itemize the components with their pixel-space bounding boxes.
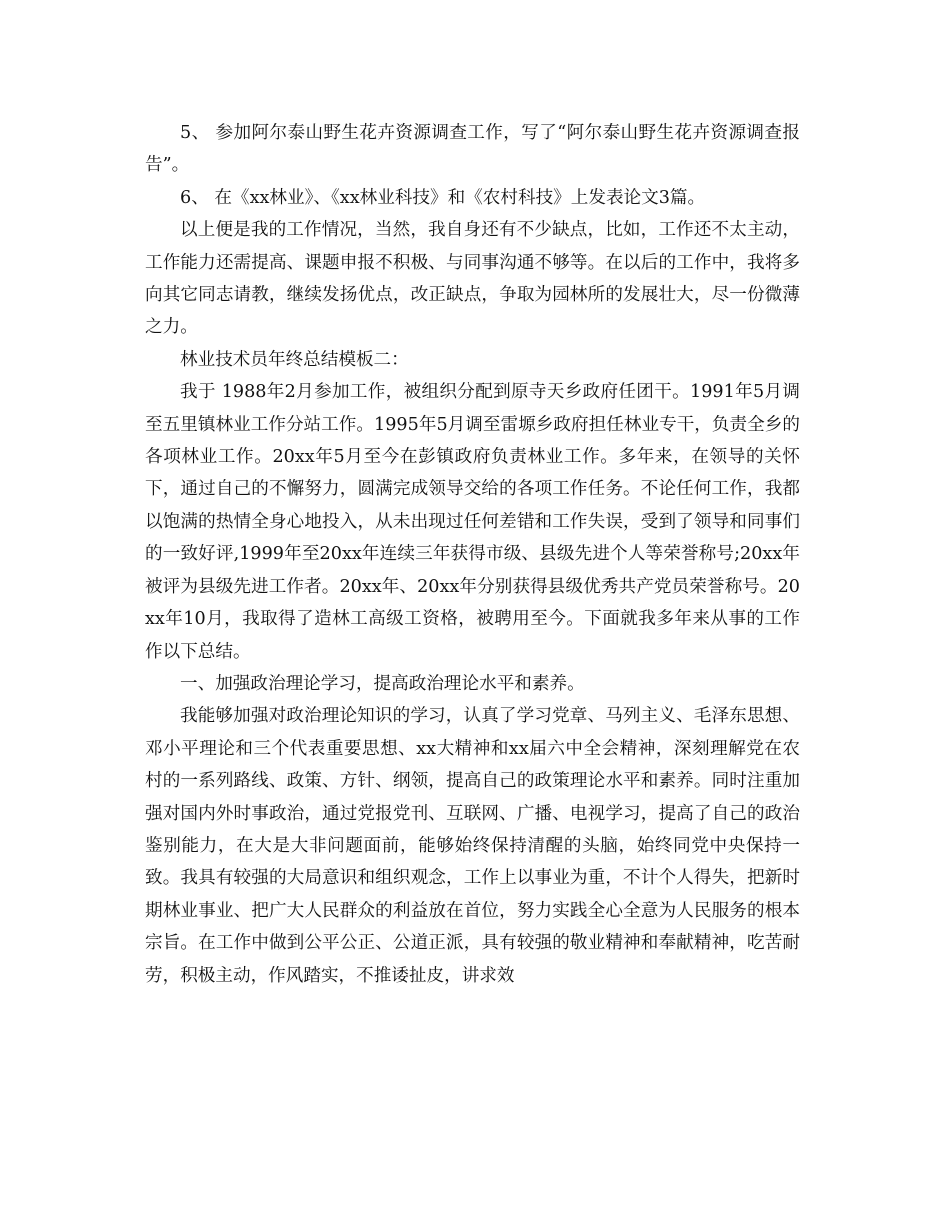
paragraph-item-5-herb-survey: 5、 参加阿尔泰山野生花卉资源调查工作，写了“阿尔泰山野生花卉资源调查报告”。 <box>145 123 800 176</box>
subheading-political-study: 一、加强政治理论学习，提高政治理论水平和素养。 <box>180 673 585 694</box>
paragraph-self-assessment: 以上便是我的工作情况，当然，我自身还有不少缺点，比如，工作还不太主动，工作能力还需提高、课题申报不积极、与同事沟通不够等。在以后的工作中，我将多向其它同志请教，继续发扬优点，改正缺点，争取为园林所的发展壮大，尽一份微薄之力。 <box>145 220 800 338</box>
section-heading-template-two: 林业技术员年终总结模板二： <box>180 349 409 370</box>
document-body <box>145 117 800 992</box>
paragraph-political-study: 我能够加强对政治理论知识的学习，认真了学习党章、马列主义、毛泽东思想、邓小平理论和三个代表重要思想、xx大精神和xx届六中全会精神，深刻理解党在农村的一系列路线、政策、方针、纲领，提高自己的政策理论水平和素养。同时注重加强对国内外时事政治，通过党报党刊、互联网、广播、电视学习，提高了自己的政治鉴别能力，在大是大非问题面前，能够始终保持清醒的头脑，始终同党中央保持一致。我具有较强的大局意识和组织观念，工作上以事业为重，不计个人得失，把新时期林业事业、把广大人民群众的利益放在首位，努力实践全心全意为人民服务的根本宗旨。在工作中做到公平公正、公道正派，具有较强的敬业精神和奉献精神，吃苦耐劳，积极主动，作风踏实，不推诿扯皮，讲求效 <box>145 706 800 986</box>
paragraph-career-history: 我于 1988年2月参加工作，被组织分配到原寺天乡政府任团干。1991年5月调至五里镇林业工作分站工作。1995年5月调至雷塬乡政府担任林业专干，负责全乡的各项林业工作。20xx年5月至今在彭镇政府负责林业工作。多年来，在领导的关怀下，通过自己的不懈努力，圆满完成领导交给的各项工作任务。不论任何工作，我都以饱满的热情全身心地投入，从未出现过任何差错和工作失误，受到了领导和同事们的一致好评,1999年至20xx年连续三年获得市级、县级先进个人等荣誉称号;20xx年被评为县级先进工作者。20xx年、20xx年分别获得县级优秀共产党员荣誉称号。20xx年10月，我取得了造林工高级工资格，被聘用至今。下面就我多年来从事的工作作以下总结。 <box>145 382 800 662</box>
paragraph-item-6-publications: 6、 在《xx林业》、《xx林业科技》和《农村科技》上发表论文3篇。 <box>180 187 706 208</box>
